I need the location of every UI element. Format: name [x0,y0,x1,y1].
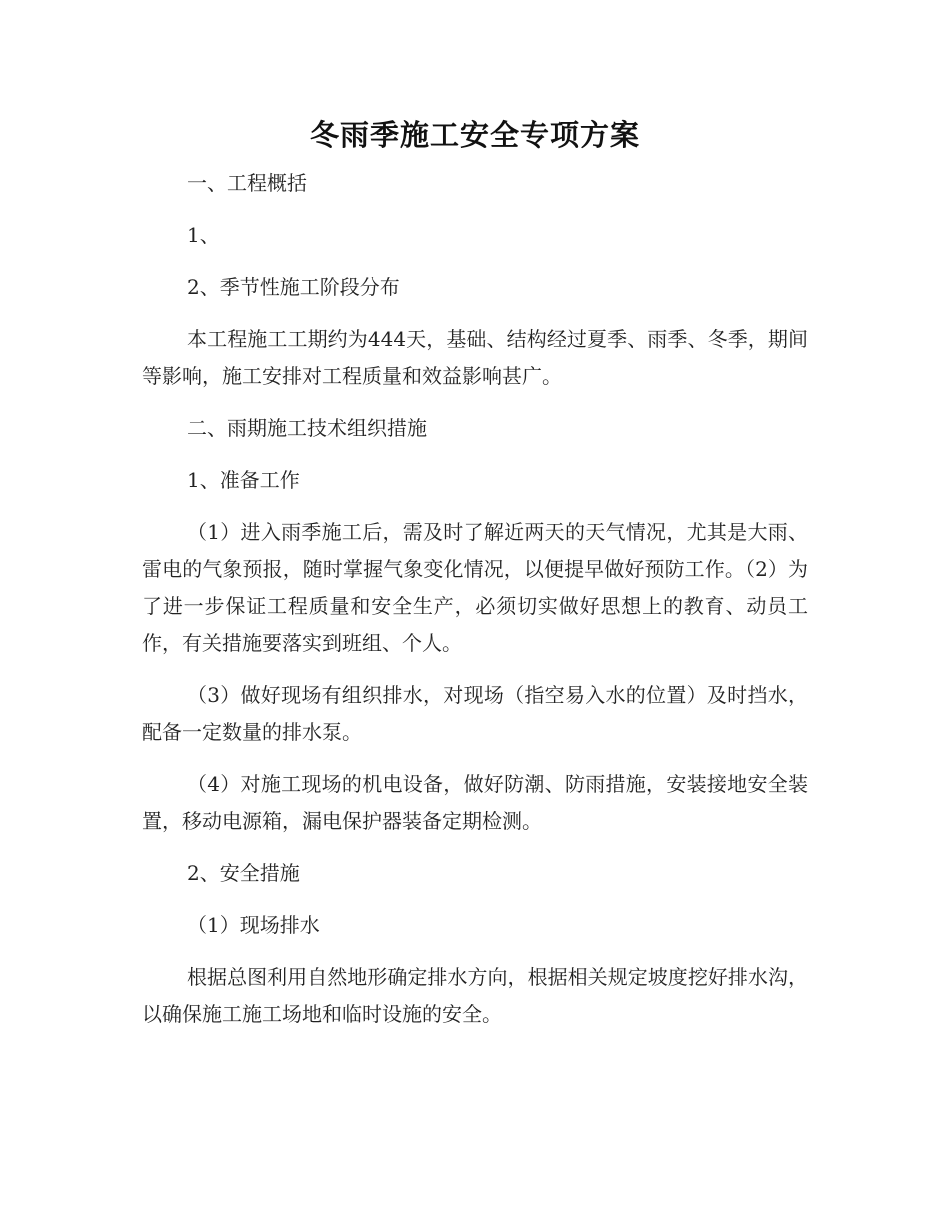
paragraph-preparation-3: （3）做好现场有组织排水，对现场（指空易入水的位置）及时挡水，配备一定数量的排水泵。 [142,683,808,744]
section-heading-overview: 一、工程概括 [187,171,307,195]
paragraph-duration: 本工程施工工期约为444天，基础、结构经过夏季、雨季、冬季，期间等影响，施工安排对工程质量和效益影响甚广。 [142,327,808,388]
paragraph-drainage: 根据总图利用自然地形确定排水方向，根据相关规定坡度挖好排水沟，以确保施工施工场地和临时设施的安全。 [142,965,808,1026]
paragraph-preparation-1-2: （1）进入雨季施工后，需及时了解近两天的天气情况，尤其是大雨、雷电的气象预报，随时掌握气象变化情况，以便提早做好预防工作。（2）为了进一步保证工程质量和安全生产，必须切实做好思想上的教育、动员工作，有关措施要落实到班组、个人。 [142,520,808,655]
list-item-2: 2、季节性施工阶段分布 [187,275,400,299]
subheading-preparation: 1、准备工作 [187,468,300,492]
list-item-1: 1、 [187,223,220,247]
section-heading-rainy-season: 二、雨期施工技术组织措施 [187,416,427,440]
subheading-site-drainage: （1）现场排水 [187,913,320,937]
document-body [142,165,808,1048]
subheading-safety: 2、安全措施 [187,861,300,885]
paragraph-preparation-4: （4）对施工现场的机电设备，做好防潮、防雨措施，安装接地安全装置，移动电源箱，漏电保护器装备定期检测。 [142,772,808,833]
document-title: 冬雨季施工安全专项方案 [309,118,640,152]
